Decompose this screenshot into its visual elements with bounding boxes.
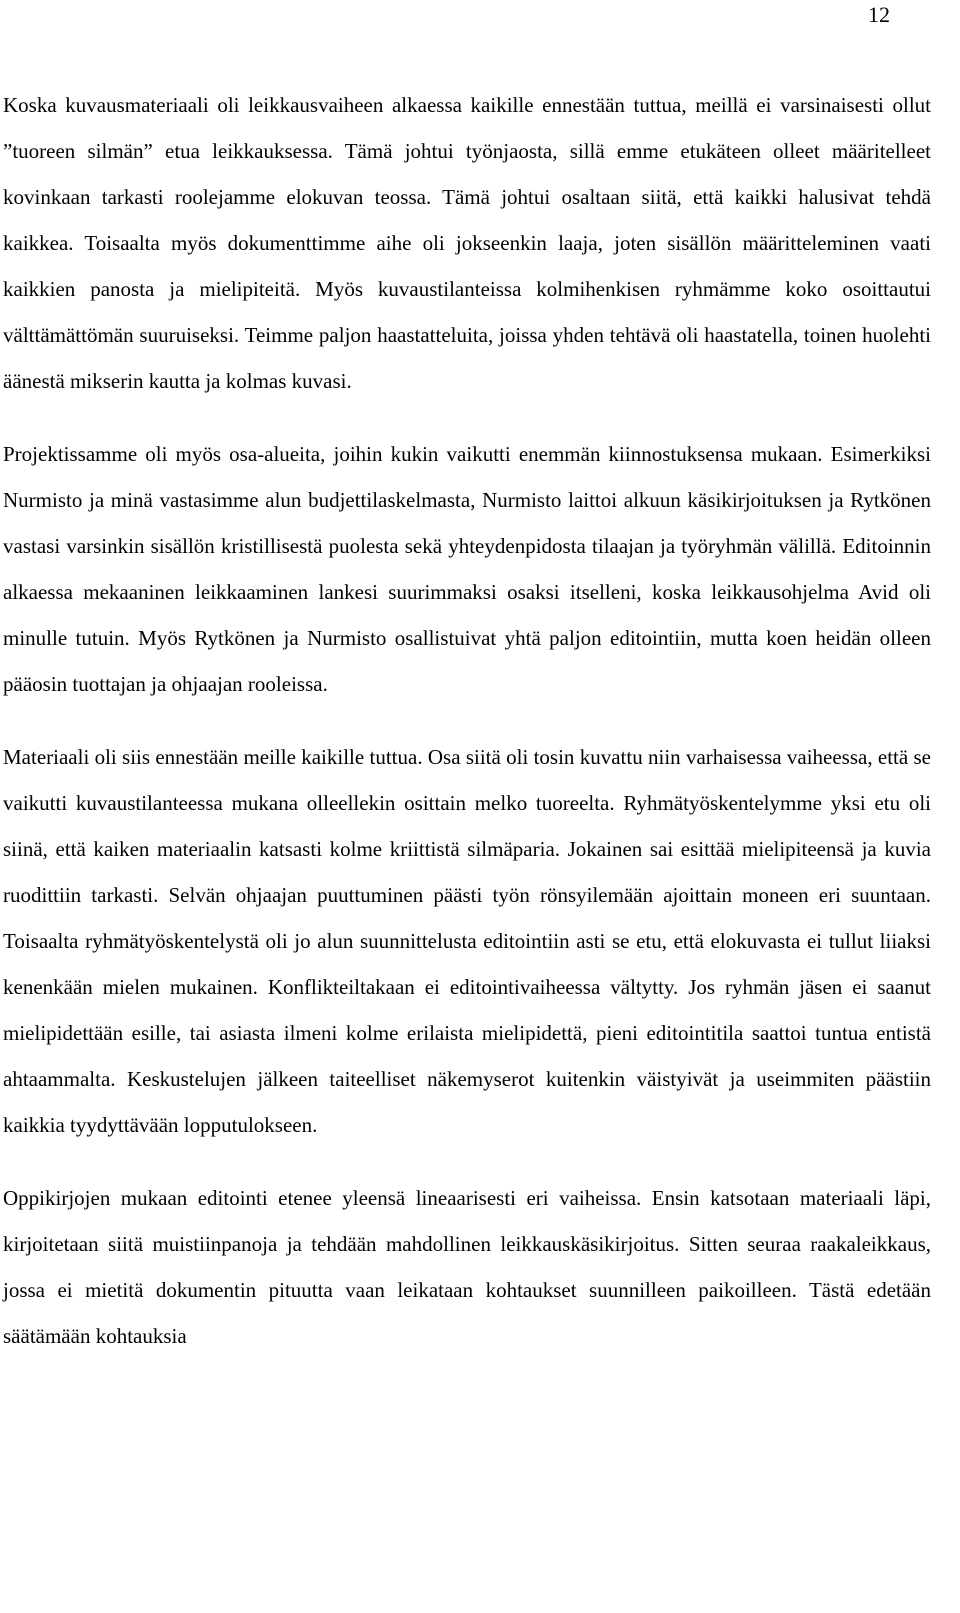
paragraph: Oppikirjojen mukaan editointi etenee yleensä lineaarisesti eri vaiheissa. Ensin katsotaan materiaali läpi, kirjoitetaan siitä muistiinpanoja ja tehdään mahdollinen leikkauskäsikirjoitus. Sitten seuraa raakaleikkaus, jossa ei mietitä dokumentin pituutta vaan leikataan kohtaukset suunnilleen paikoilleen. Tästä edetään säätämään kohtauksia [3, 1186, 931, 1348]
document-body [3, 82, 931, 1359]
paragraph: Projektissamme oli myös osa-alueita, joihin kukin vaikutti enemmän kiinnostuksensa mukaan. Esimerkiksi Nurmisto ja minä vastasimme alun budjettilaskelmasta, Nurmisto laittoi alkuun käsikirjoituksen ja Rytkönen vastasi varsinkin sisällön kristillisestä puolesta sekä yhteydenpidosta tilaajan ja työryhmän välillä. Editoinnin alkaessa mekaaninen leikkaaminen lankesi suurimmaksi osaksi itselleni, koska leikkausohjelma Avid oli minulle tutuin. Myös Rytkönen ja Nurmisto osallistuivat yhtä paljon editointiin, mutta koen heidän olleen pääosin tuottajan ja ohjaajan rooleissa. [3, 442, 931, 696]
page-number: 12 [868, 2, 890, 27]
paragraph: Koska kuvausmateriaali oli leikkausvaiheen alkaessa kaikille ennestään tuttua, meillä ei varsinaisesti ollut ”tuoreen silmän” etua leikkauksessa. Tämä johtui työnjaosta, sillä emme etukäteen olleet määritelleet kovinkaan tarkasti roolejamme elokuvan teossa. Tämä johtui osaltaan siitä, että kaikki halusivat tehdä kaikkea. Toisaalta myös dokumenttimme aihe oli jokseenkin laaja, joten sisällön määritteleminen vaati kaikkien panosta ja mielipiteitä. Myös kuvaustilanteissa kolmihenkisen ryhmämme koko osoittautui välttämättömän suuruiseksi. Teimme paljon haastatteluita, joissa yhden tehtävä oli haastatella, toinen huolehti äänestä mikserin kautta ja kolmas kuvasi. [3, 93, 931, 393]
paragraph: Materiaali oli siis ennestään meille kaikille tuttua. Osa siitä oli tosin kuvattu niin varhaisessa vaiheessa, että se vaikutti kuvaustilanteessa mukana olleellekin osittain melko tuoreelta. Ryhmätyöskentelymme yksi etu oli siinä, että kaiken materiaalin katsasti kolme kriittistä silmäparia. Jokainen sai esittää mielipiteensä ja kuvia ruodittiin tarkasti. Selvän ohjaajan puuttuminen päästi työn rönsyilemään ajoittain moneen eri suuntaan. Toisaalta ryhmätyöskentelystä oli jo alun suunnittelusta editointiin asti se etu, että elokuvasta ei tullut liiaksi kenenkään mielen mukainen. Konflikteiltakaan ei editointivaiheessa vältytty. Jos ryhmän jäsen ei saanut mielipidettään esille, tai asiasta ilmeni kolme erilaista mielipidettä, pieni editointitila saattoi tuntua entistä ahtaammalta. Keskustelujen jälkeen taiteelliset näkemyserot kuitenkin väistyivät ja useimmiten päästiin kaikkia tyydyttävään lopputulokseen. [3, 745, 931, 1137]
